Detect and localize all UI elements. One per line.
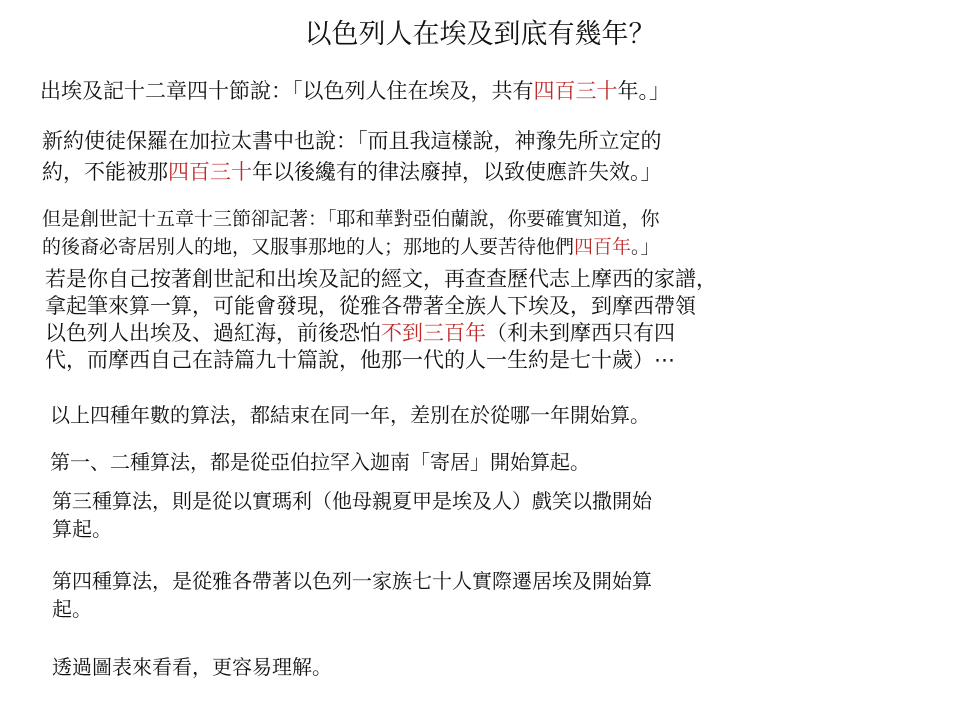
paragraph-method-four — [52, 567, 652, 623]
text-line: 起。 — [52, 597, 92, 621]
text-line: 第四種算法，是從雅各帶著以色列一家族七十人實際遷居埃及開始算 — [52, 569, 652, 593]
text-line: 拿起筆來算一算，可能會發現，從雅各帶著全族人下埃及，到摩西帶領 — [45, 294, 696, 318]
text-line: 新約使徒保羅在加拉太書中也說：「而且我這樣說，神豫先所立定的 — [42, 129, 662, 153]
paragraph-galatians-quote — [42, 126, 662, 188]
text-line: 算起。 — [52, 517, 112, 541]
highlight-span: 四百三十 — [533, 79, 618, 103]
text-line — [42, 157, 662, 188]
text-span: 的後裔必寄居別人的地，又服事那地的人；那地的人要苦待他們 — [42, 236, 575, 258]
text-span: 約，不能被那 — [42, 160, 168, 184]
paragraph-genesis-quote — [42, 205, 660, 261]
text-line — [45, 320, 717, 347]
highlight-span: 四百年 — [574, 236, 632, 258]
paragraph-exodus-quote — [40, 74, 670, 108]
text-line: 第三種算法，則是從以實瑪利（他母親夏甲是埃及人）戲笑以撒開始 — [52, 489, 652, 513]
text-span: 以色列人出埃及、過紅海，前後恐怕 — [45, 321, 381, 345]
text-span: 年。」 — [617, 79, 670, 103]
highlight-span: 不到三百年 — [381, 321, 486, 345]
paragraph-method-three — [52, 487, 652, 543]
text-span: （利未到摩西只有四 — [486, 321, 675, 345]
text-line: 代，而摩西自己在詩篇九十篇說，他那一代的人一生約是七十歲）⋯ — [45, 348, 675, 372]
text-line: 但是創世記十五章十三節卻記著：「耶和華對亞伯蘭說，你要確實知道，你 — [42, 208, 660, 230]
text-line: 若是你自己按著創世記和出埃及記的經文，再查查歷代志上摩西的家譜， — [45, 267, 717, 291]
paragraph-method-one-two: 第一、二種算法，都是從亞伯拉罕入迦南「寄居」開始算起。 — [50, 450, 590, 474]
highlight-span: 四百三十 — [168, 160, 252, 184]
text-span: 年以後纔有的律法廢掉，以致使應許失效。」 — [252, 160, 662, 184]
text-span: 。」 — [631, 236, 660, 258]
paragraph-genealogy-calculation — [45, 266, 717, 374]
text-line — [42, 233, 660, 261]
slide-title: 以色列人在埃及到底有幾年？ — [304, 19, 656, 50]
paragraph-chart-intro: 透過圖表來看看，更容易理解。 — [52, 655, 332, 679]
text-span: 出埃及記十二章四十節說：「以色列人住在埃及，共有 — [40, 79, 534, 103]
paragraph-summary: 以上四種年數的算法，都結束在同一年，差別在於從哪一年開始算。 — [50, 403, 650, 427]
